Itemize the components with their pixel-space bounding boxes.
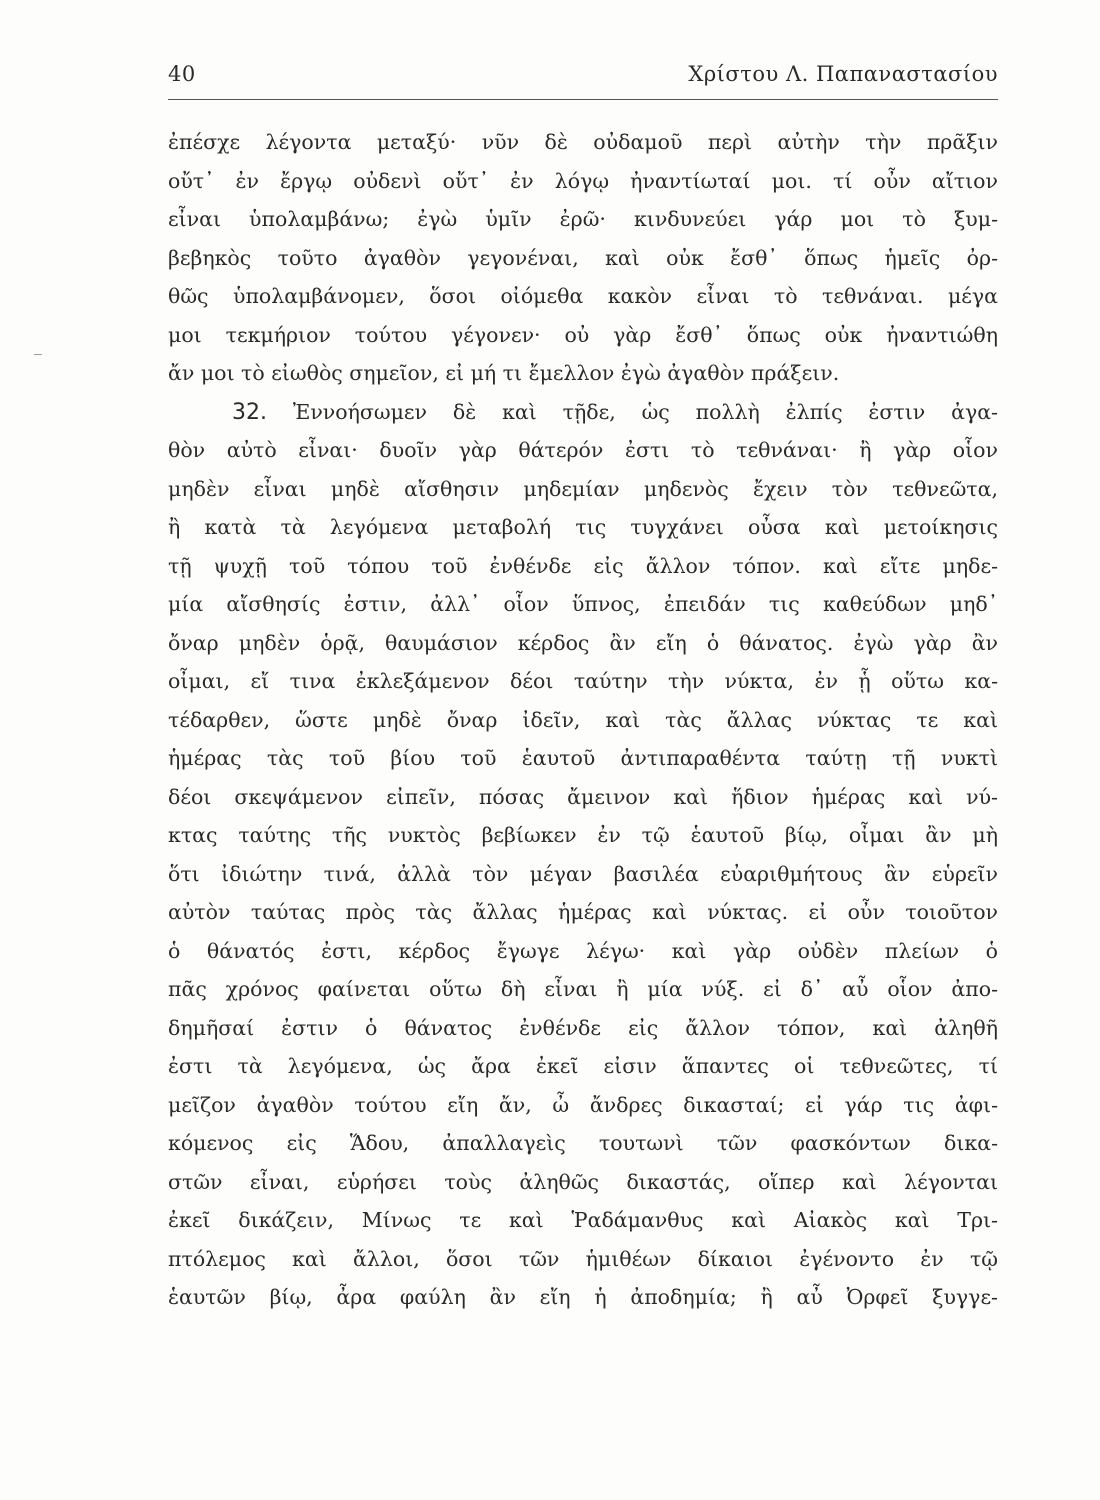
text-line: δέοι σκεψάμενον εἰπεῖν, πόσας ἄμεινον καὶ ἥδιον ἡμέρας καὶ νύ- (168, 784, 998, 809)
text-line: ὄναρ μηδὲν ὁρᾷ, θαυμάσιον κέρδος ἂν εἴη ὁ θάνατος. ἐγὼ γὰρ ἂν (168, 630, 998, 655)
text-line: αὐτὸν ταύτας πρὸς τὰς ἄλλας ἡμέρας καὶ νύκτας. εἰ οὖν τοιοῦτον (168, 900, 998, 924)
page-number: 40 (168, 62, 196, 86)
text-line: οἶμαι, εἴ τινα ἐκλεξάμενον δέοι ταύτην τὴν νύκτα, ἐν ᾗ οὕτω κα- (168, 669, 998, 693)
text-line: ἢ κατὰ τὰ λεγόμενα μεταβολή τις τυγχάνει οὖσα καὶ μετοίκησις (168, 515, 998, 539)
section-first-line (168, 393, 998, 432)
text-line: κτας ταύτης τῆς νυκτὸς βεβίωκεν ἐν τῷ ἑαυτοῦ βίῳ, οἶμαι ἂν μὴ (168, 823, 998, 847)
text-line: δημῆσαί ἐστιν ὁ θάνατος ἐνθένδε εἰς ἄλλον τόπον, καὶ ἀληθῆ (168, 1015, 998, 1040)
text-line: ἐπέσχε λέγοντα μεταξύ· νῦν δὲ οὐδαμοῦ περὶ αὐτὴν τὴν πρᾶξιν (168, 130, 998, 154)
section-first-line-text: Ἐννοήσωμεν δὲ καὶ τῇδε, ὡς πολλὴ ἐλπίς ἐστιν ἀγα- (292, 399, 998, 424)
text-line: στῶν εἶναι, εὑρήσει τοὺς ἀληθῶς δικαστάς, οἵπερ καὶ λέγονται (168, 1169, 998, 1194)
text-line: βεβηκὸς τοῦτο ἀγαθὸν γεγονέναι, καὶ οὐκ ἔσθ᾽ ὅπως ἡμεῖς ὀρ- (168, 245, 998, 270)
text-line: ἑαυτῶν βίῳ, ἆρα φαύλη ἂν εἴη ἡ ἀποδημία; ἢ αὖ Ὀρφεῖ ξυγγε- (168, 1285, 998, 1309)
text-line: εἶναι ὑπολαμβάνω; ἐγὼ ὑμῖν ἐρῶ· κινδυνεύει γάρ μοι τὸ ξυμ- (168, 207, 998, 231)
text-line: ἄν μοι τὸ εἰωθὸς σημεῖον, εἰ μή τι ἔμελλον ἐγὼ ἀγαθὸν πράξειν. (168, 361, 840, 385)
text-line: οὔτ᾽ ἐν ἔργῳ οὐδενὶ οὔτ᾽ ἐν λόγῳ ἠναντίωταί μοι. τί οὖν αἴτιον (168, 168, 998, 193)
text-line: ἐκεῖ δικάζειν, Μίνως τε καὶ Ῥαδάμανθυς καὶ Αἰακὸς καὶ Τρι- (168, 1208, 998, 1232)
text-line: τῇ ψυχῇ τοῦ τόπου τοῦ ἐνθένδε εἰς ἄλλον τόπον. καὶ εἴτε μηδε- (168, 553, 998, 578)
page-header (168, 62, 998, 98)
text-line: πτόλεμος καὶ ἄλλοι, ὅσοι τῶν ἡμιθέων δίκαιοι ἐγένοντο ἐν τῷ (168, 1246, 998, 1271)
text-line: τέδαρθεν, ὥστε μηδὲ ὄναρ ἰδεῖν, καὶ τὰς ἄλλας νύκτας τε καὶ (168, 707, 998, 732)
text-line: μεῖζον ἀγαθὸν τούτου εἴη ἄν, ὦ ἄνδρες δικασταί; εἰ γάρ τις ἀφι- (168, 1092, 998, 1117)
text-line: μοι τεκμήριον τούτου γέγονεν· οὐ γὰρ ἔσθ᾽ ὅπως οὐκ ἠναντιώθη (168, 322, 998, 347)
text-line: ὁ θάνατός ἐστι, κέρδος ἔγωγε λέγω· καὶ γὰρ οὐδὲν πλείων ὁ (168, 938, 998, 963)
text-line: μηδὲν εἶναι μηδὲ αἴσθησιν μηδεμίαν μηδενὸς ἔχειν τὸν τεθνεῶτα, (168, 476, 998, 501)
running-head: Χρίστου Λ. Παπαναστασίου (688, 62, 998, 86)
margin-mark (34, 354, 42, 355)
text-line: πᾶς χρόνος φαίνεται οὕτω δὴ εἶναι ἢ μία νύξ. εἰ δ᾽ αὖ οἷον ἀπο- (168, 977, 998, 1001)
text-line: κόμενος εἰς Ἅδου, ἀπαλλαγεὶς τουτωνὶ τῶν φασκόντων δικα- (168, 1131, 998, 1155)
text-line: μία αἴσθησίς ἐστιν, ἀλλ᾽ οἷον ὕπνος, ἐπειδάν τις καθεύδων μηδ᾽ (168, 592, 998, 616)
text-line: θὸν αὐτὸ εἶναι· δυοῖν γὰρ θάτερόν ἐστι τὸ τεθνάναι· ἢ γὰρ οἷον (168, 438, 998, 462)
text-line: ἐστι τὰ λεγόμενα, ὡς ἄρα ἐκεῖ εἰσιν ἅπαντες οἱ τεθνεῶτες, τί (168, 1054, 998, 1078)
text-line: ὅτι ἰδιώτην τινά, ἀλλὰ τὸν μέγαν βασιλέα εὐαριθμήτους ἂν εὑρεῖν (168, 861, 998, 886)
header-rule (168, 99, 998, 100)
text-line: θῶς ὑπολαμβάνομεν, ὅσοι οἰόμεθα κακὸν εἶναι τὸ τεθνάναι. μέγα (168, 284, 998, 308)
text-line: ἡμέρας τὰς τοῦ βίου τοῦ ἑαυτοῦ ἀντιπαραθέντα ταύτῃ τῇ νυκτὶ (168, 746, 998, 770)
body-text (168, 123, 998, 1317)
section-number: 32. (232, 399, 267, 425)
